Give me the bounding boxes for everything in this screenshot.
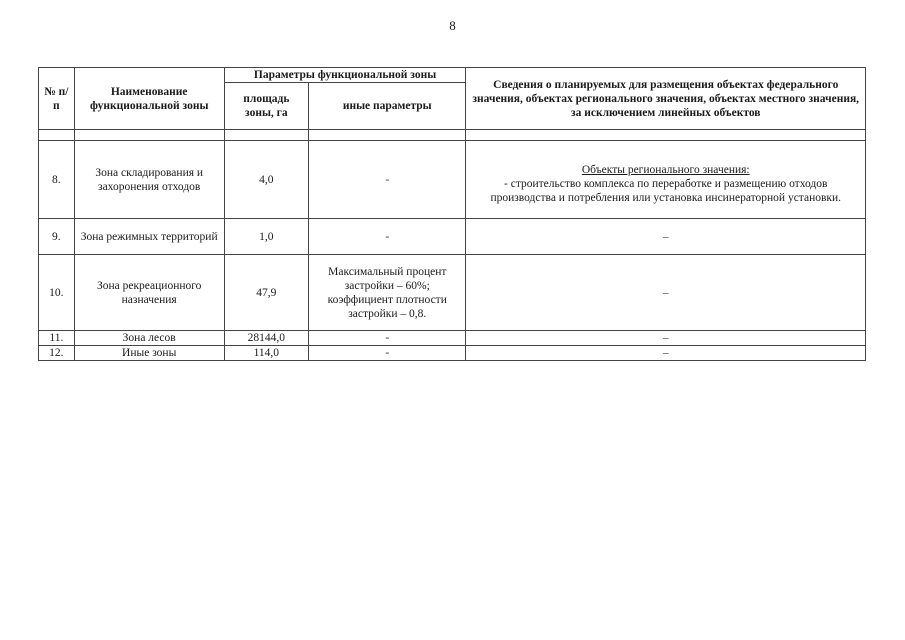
table-row <box>39 255 866 331</box>
table-row <box>39 141 866 219</box>
row-other-params: - <box>309 219 466 255</box>
table-row <box>39 331 866 346</box>
row-zone-name: Зона лесов <box>74 331 224 346</box>
header-params: Параметры функциональной зоны <box>224 68 466 83</box>
regional-objects-title: Объекты регионального значения: <box>581 163 750 176</box>
row-area: 28144,0 <box>224 331 308 346</box>
row-planned-objects: – <box>466 346 866 361</box>
row-num: 8. <box>39 141 75 219</box>
row-other-params: - <box>309 346 466 361</box>
header-zone-name: Наименование функциональной зоны <box>74 68 224 130</box>
header-area: площадь зоны, га <box>224 83 308 130</box>
row-other-params: - <box>309 141 466 219</box>
functional-zones-table <box>38 67 866 361</box>
table-spacer-row <box>39 130 866 141</box>
row-zone-name: Зона складирования и захоронения отходов <box>74 141 224 219</box>
row-zone-name: Зона рекреационного назначения <box>74 255 224 331</box>
row-area: 47,9 <box>224 255 308 331</box>
header-other-params: иные параметры <box>309 83 466 130</box>
row-area: 1,0 <box>224 219 308 255</box>
row-other-params: Максимальный процент застройки – 60%; коэффициент плотности застройки – 0,8. <box>309 255 466 331</box>
row-zone-name: Иные зоны <box>74 346 224 361</box>
header-planned-objects: Сведения о планируемых для размещения объектах федерального значения, объектах регионального значения, объектах местного значения, за исключением линейных объектов <box>466 68 866 130</box>
row-other-params: - <box>309 331 466 346</box>
row-planned-objects: – <box>466 219 866 255</box>
row-planned-objects: – <box>466 331 866 346</box>
row-planned-objects: – <box>466 255 866 331</box>
row-area: 114,0 <box>224 346 308 361</box>
row-zone-name: Зона режимных территорий <box>74 219 224 255</box>
row-num: 10. <box>39 255 75 331</box>
row-area: 4,0 <box>224 141 308 219</box>
row-num: 12. <box>39 346 75 361</box>
regional-objects-text: - строительство комплекса по переработке и размещению отходов производства и потребления или установка инсинераторной установки. <box>490 177 842 204</box>
table-row <box>39 219 866 255</box>
page-number: 8 <box>449 18 456 33</box>
table-row <box>39 346 866 361</box>
row-num: 11. <box>39 331 75 346</box>
header-num: № п/п <box>39 68 75 130</box>
row-planned-objects <box>466 141 866 219</box>
row-num: 9. <box>39 219 75 255</box>
table-header <box>39 68 866 130</box>
